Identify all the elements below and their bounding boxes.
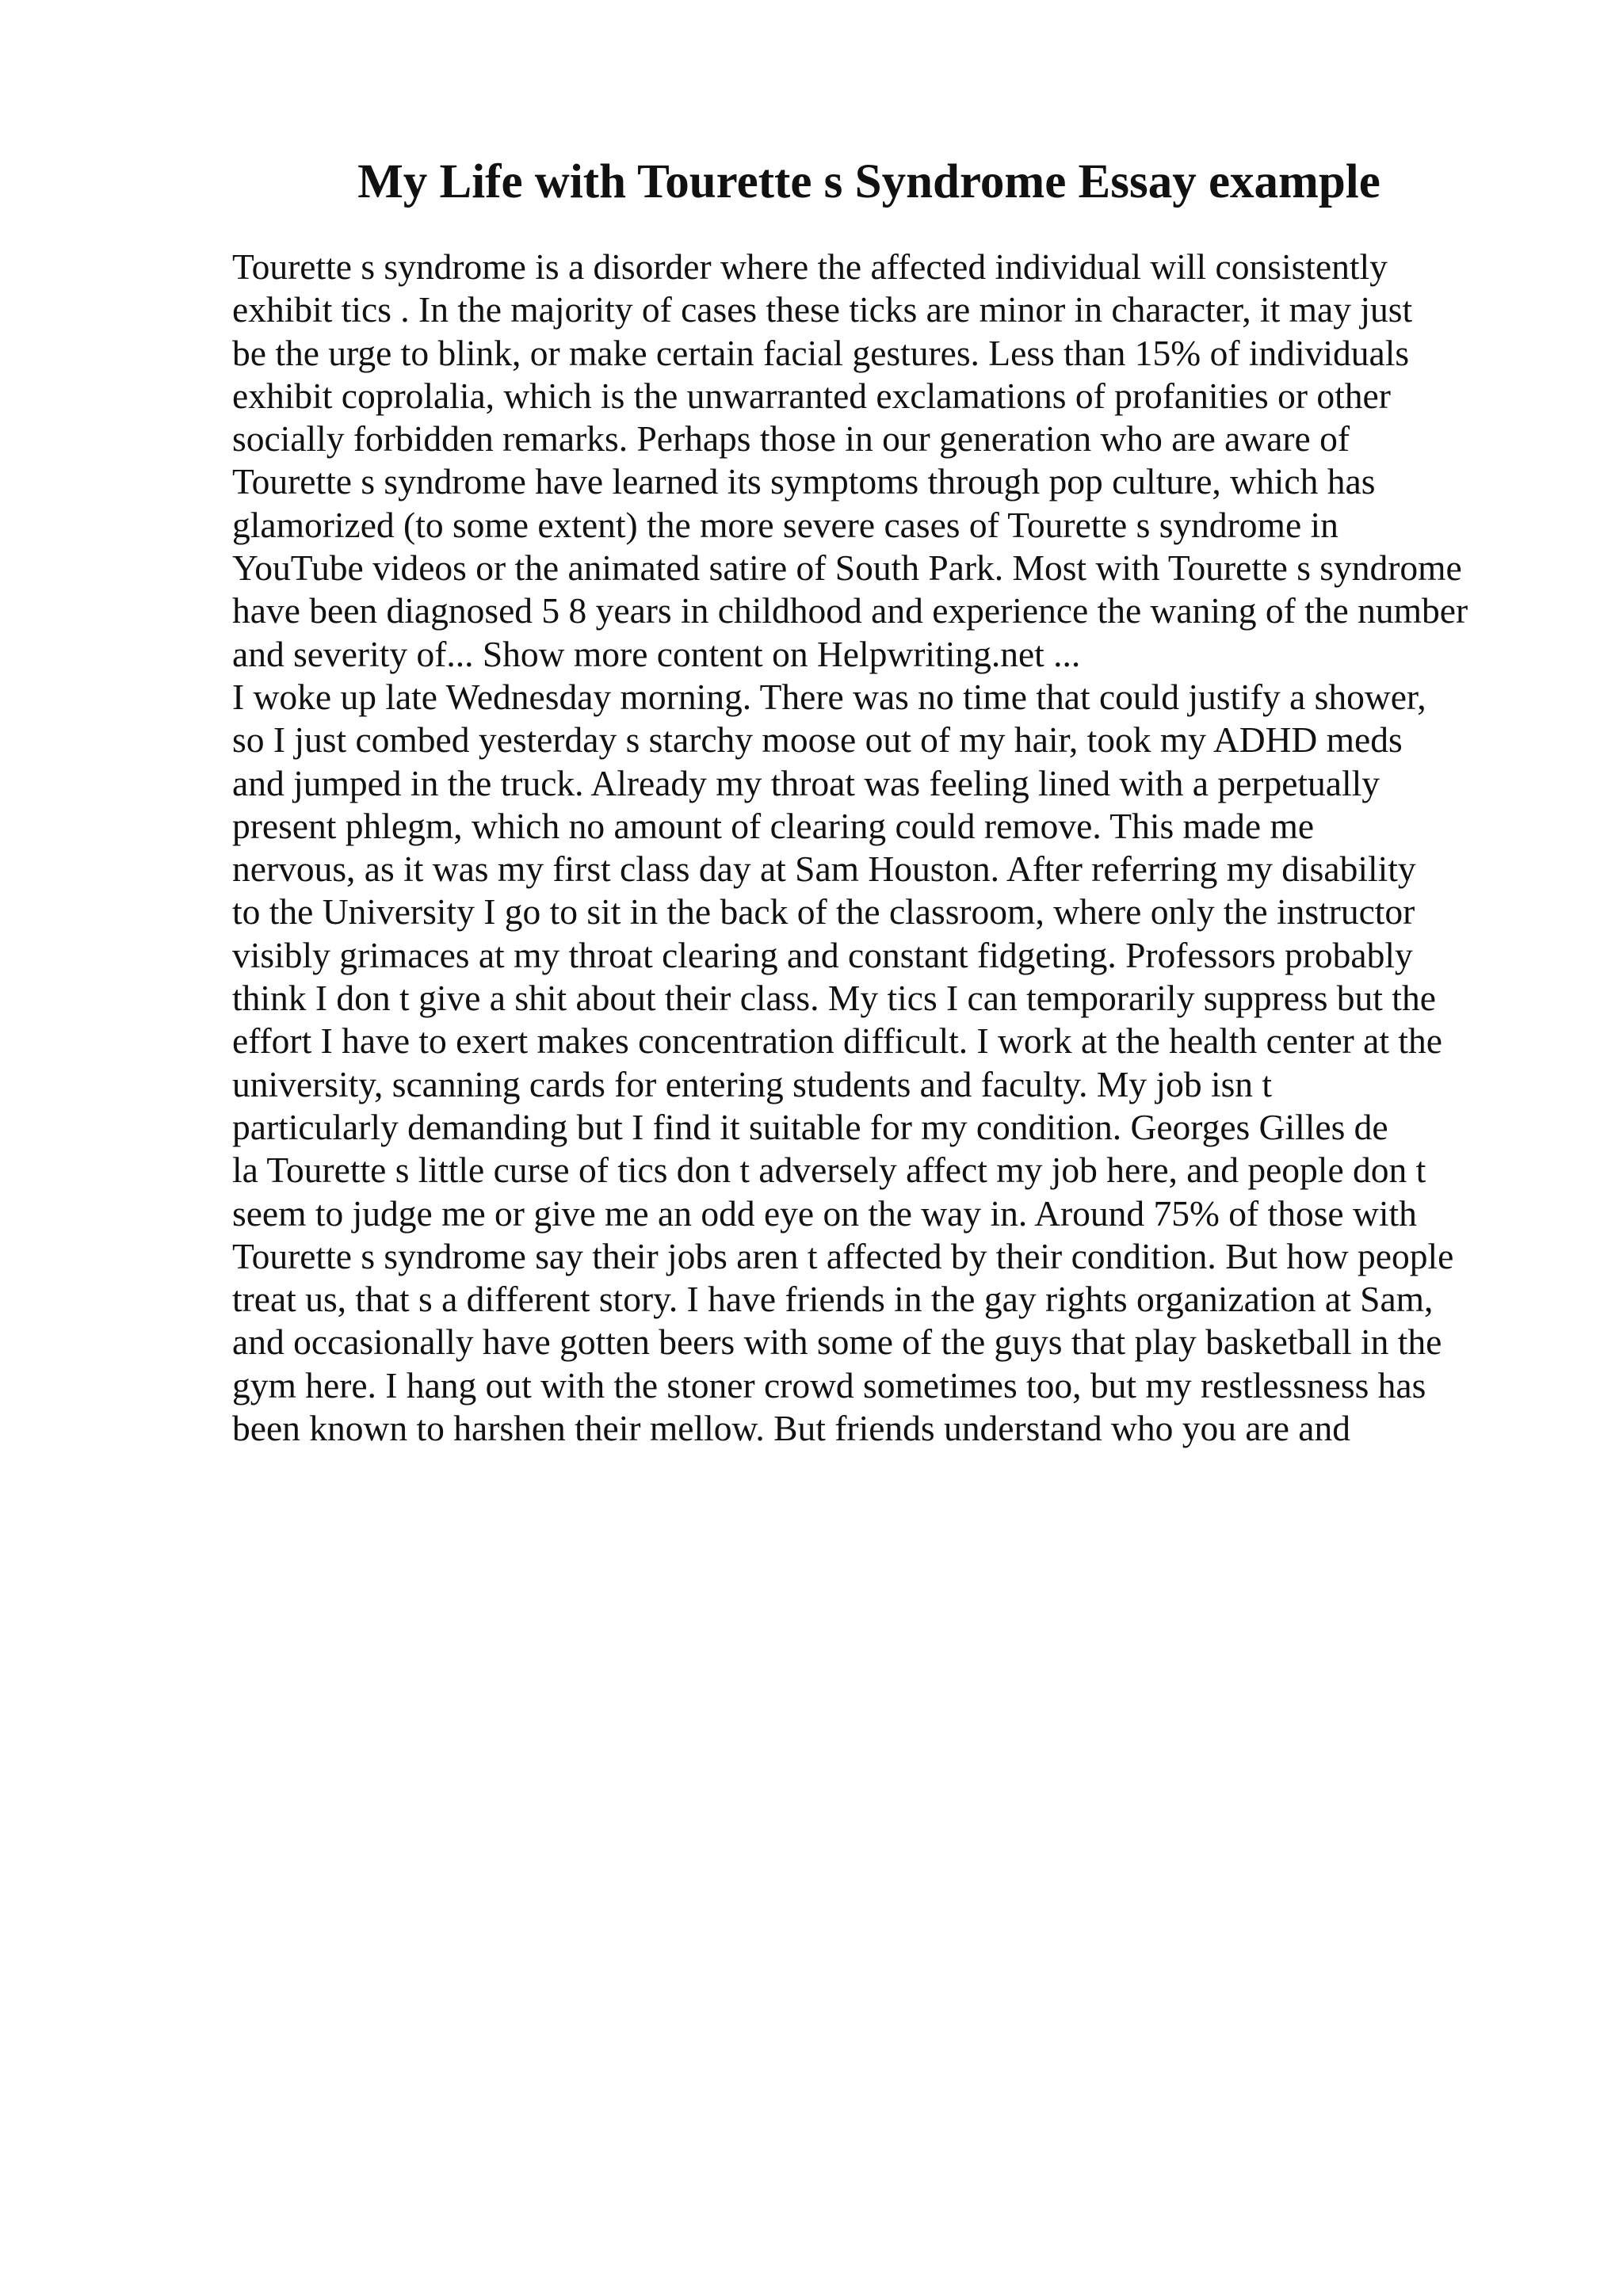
- body-line: YouTube videos or the animated satire of South Park. Most with Tourette s syndrome: [232, 547, 1462, 589]
- body-line: present phlegm, which no amount of clearing could remove. This made me: [232, 805, 1315, 846]
- body-line: treat us, that s a different story. I have friends in the gay rights organization at Sam,: [232, 1279, 1434, 1320]
- body-line: think I don t give a shit about their class. My tics I can temporarily suppress but the: [232, 978, 1436, 1019]
- body-line: Tourette s syndrome say their jobs aren t affected by their condition. But how people: [232, 1235, 1454, 1276]
- body-line: glamorized (to some extent) the more severe cases of Tourette s syndrome in: [232, 504, 1338, 545]
- body-line: to the University I go to sit in the back of the classroom, where only the instructor: [232, 891, 1415, 933]
- body-line: exhibit coprolalia, which is the unwarranted exclamations of profanities or other: [232, 375, 1391, 416]
- document-body: [232, 246, 1516, 1450]
- body-line: have been diagnosed 5 8 years in childhood and experience the waning of the number: [232, 590, 1468, 631]
- body-line: Tourette s syndrome have learned its symptoms through pop culture, which has: [232, 461, 1376, 502]
- body-line: particularly demanding but I find it suitable for my condition. Georges Gilles de: [232, 1106, 1388, 1147]
- body-line: I woke up late Wednesday morning. There was no time that could justify a shower,: [232, 676, 1426, 717]
- body-line: university, scanning cards for entering students and faculty. My job isn t: [232, 1063, 1273, 1104]
- body-line: gym here. I hang out with the stoner crowd sometimes too, but my restlessness has: [232, 1364, 1426, 1405]
- body-line: and severity of... Show more content on Helpwriting.net ...: [232, 633, 1081, 674]
- body-line: socially forbidden remarks. Perhaps those in our generation who are aware of: [232, 418, 1350, 460]
- document-title: My Life with Tourette s Syndrome Essay example: [357, 155, 1381, 208]
- body-line: effort I have to exert makes concentration difficult. I work at the health center at the: [232, 1020, 1442, 1062]
- body-line: la Tourette s little curse of tics don t adversely affect my job here, and people don t: [232, 1150, 1426, 1191]
- body-line: exhibit tics . In the majority of cases these ticks are minor in character, it may just: [232, 289, 1413, 330]
- body-line: so I just combed yesterday s starchy moose out of my hair, took my ADHD meds: [232, 719, 1403, 761]
- body-line: nervous, as it was my first class day at Sam Houston. After referring my disability: [232, 849, 1416, 890]
- body-line: been known to harshen their mellow. But friends understand who you are and: [232, 1408, 1350, 1449]
- body-line: and jumped in the truck. Already my throat was feeling lined with a perpetually: [232, 762, 1381, 803]
- body-line: Tourette s syndrome is a disorder where the affected individual will consistently: [232, 246, 1388, 287]
- body-line: be the urge to blink, or make certain facial gestures. Less than 15% of individuals: [232, 332, 1410, 373]
- body-line: visibly grimaces at my throat clearing and constant fidgeting. Professors probably: [232, 934, 1413, 975]
- body-line: and occasionally have gotten beers with some of the guys that play basketball in the: [232, 1322, 1442, 1363]
- body-line: seem to judge me or give me an odd eye on the way in. Around 75% of those with: [232, 1192, 1417, 1234]
